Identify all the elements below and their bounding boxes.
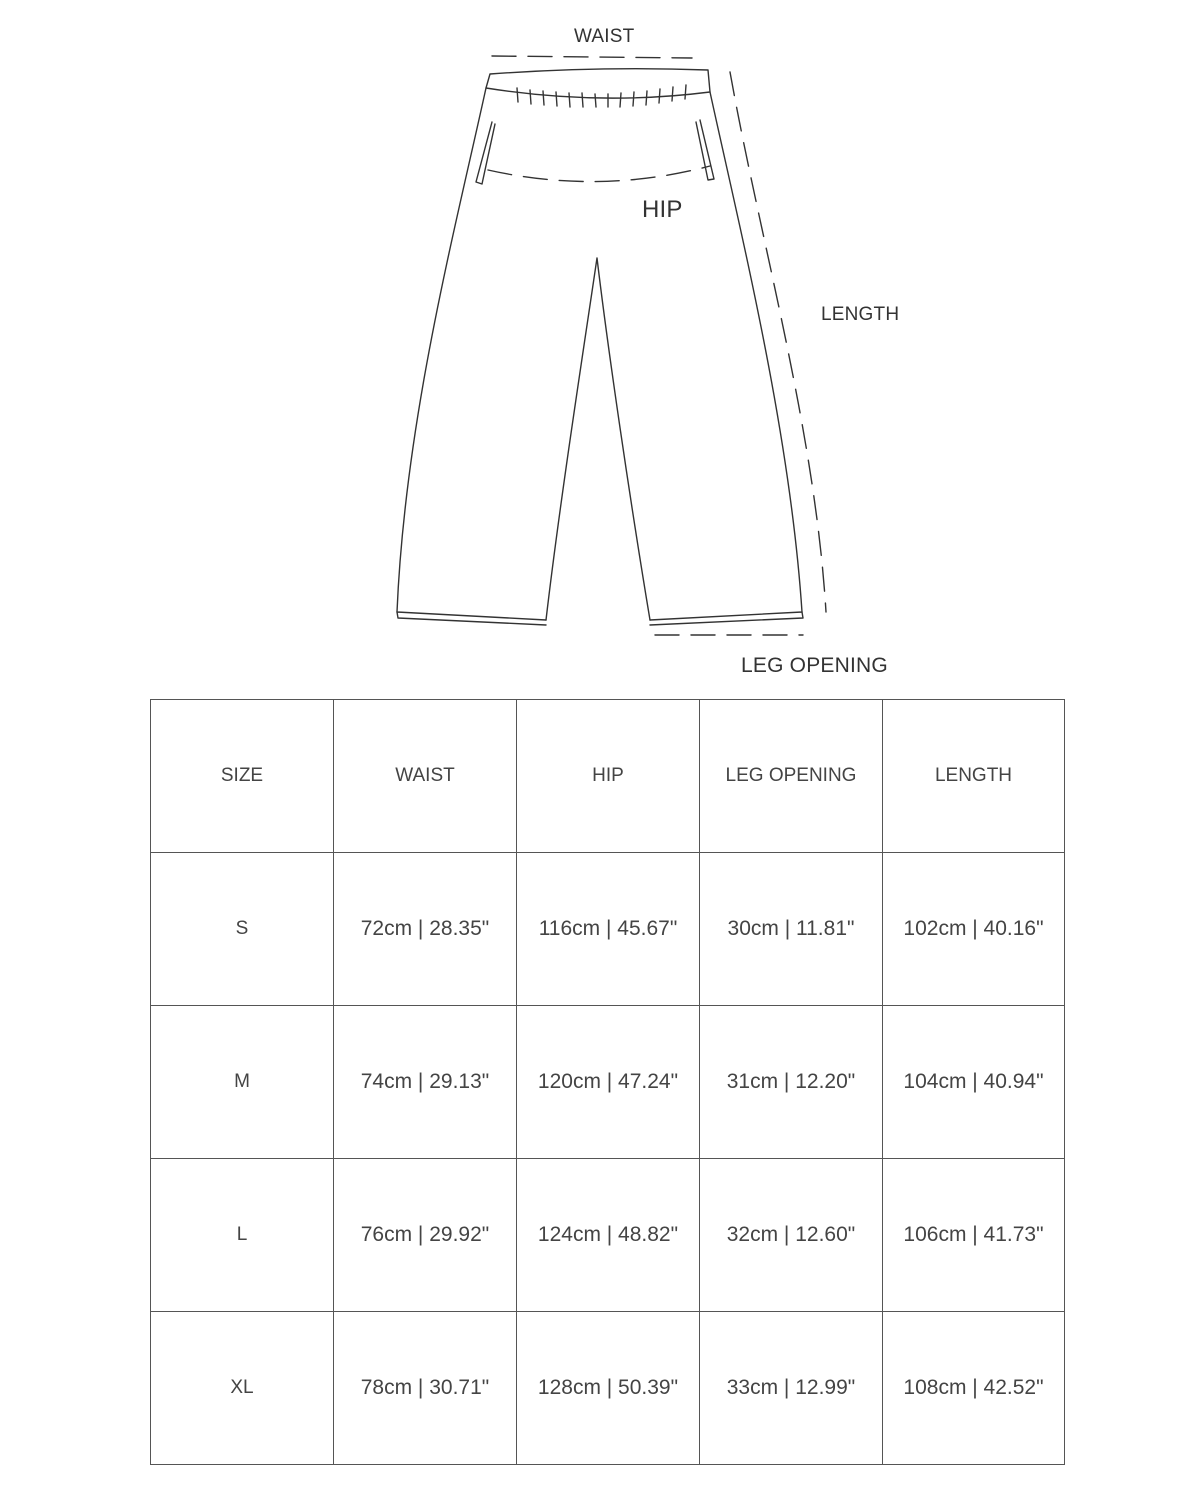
size-cell: S	[151, 853, 334, 1006]
header-waist: WAIST	[334, 700, 517, 853]
leg-opening-cell: 30cm | 11.81"	[700, 853, 883, 1006]
waist-cell: 78cm | 30.71"	[334, 1312, 517, 1465]
leg-opening-cell: 33cm | 12.99"	[700, 1312, 883, 1465]
waist-cell: 74cm | 29.13"	[334, 1006, 517, 1159]
diagram-label-hip: HIP	[642, 196, 683, 223]
header-leg-opening: LEG OPENING	[700, 700, 883, 853]
pants-illustration	[0, 0, 1200, 700]
table-header-row	[151, 700, 1065, 853]
diagram-label-length: LENGTH	[821, 304, 900, 325]
hip-measure-line	[488, 166, 710, 182]
pants-measurement-diagram	[0, 0, 1200, 700]
header-size: SIZE	[151, 700, 334, 853]
table-row	[151, 1159, 1065, 1312]
hip-cell: 116cm | 45.67"	[517, 853, 700, 1006]
size-cell: M	[151, 1006, 334, 1159]
leg-opening-cell: 31cm | 12.20"	[700, 1006, 883, 1159]
leg-opening-cell: 32cm | 12.60"	[700, 1159, 883, 1312]
left-pocket	[476, 122, 495, 184]
pants-right-side	[710, 92, 802, 612]
length-measure-line	[730, 72, 826, 612]
length-cell: 106cm | 41.73"	[883, 1159, 1065, 1312]
right-pocket	[696, 120, 714, 180]
waist-cell: 72cm | 28.35"	[334, 853, 517, 1006]
length-cell: 102cm | 40.16"	[883, 853, 1065, 1006]
table-row	[151, 853, 1065, 1006]
length-cell: 104cm | 40.94"	[883, 1006, 1065, 1159]
header-hip: HIP	[517, 700, 700, 853]
header-length: LENGTH	[883, 700, 1065, 853]
waist-cell: 76cm | 29.92"	[334, 1159, 517, 1312]
left-leg-hem	[397, 612, 546, 625]
waist-measure-line	[492, 56, 692, 58]
waistband-outline	[486, 69, 710, 98]
length-cell: 108cm | 42.52"	[883, 1312, 1065, 1465]
hip-cell: 124cm | 48.82"	[517, 1159, 700, 1312]
table-row	[151, 1312, 1065, 1465]
pants-left-side	[397, 88, 486, 612]
size-chart-table	[150, 699, 1065, 1465]
size-cell: L	[151, 1159, 334, 1312]
table-row	[151, 1006, 1065, 1159]
diagram-label-leg-opening: LEG OPENING	[741, 654, 888, 677]
diagram-label-waist: WAIST	[574, 26, 635, 47]
pants-inseam	[546, 258, 650, 620]
hip-cell: 128cm | 50.39"	[517, 1312, 700, 1465]
hip-cell: 120cm | 47.24"	[517, 1006, 700, 1159]
right-leg-hem	[650, 612, 803, 625]
size-cell: XL	[151, 1312, 334, 1465]
